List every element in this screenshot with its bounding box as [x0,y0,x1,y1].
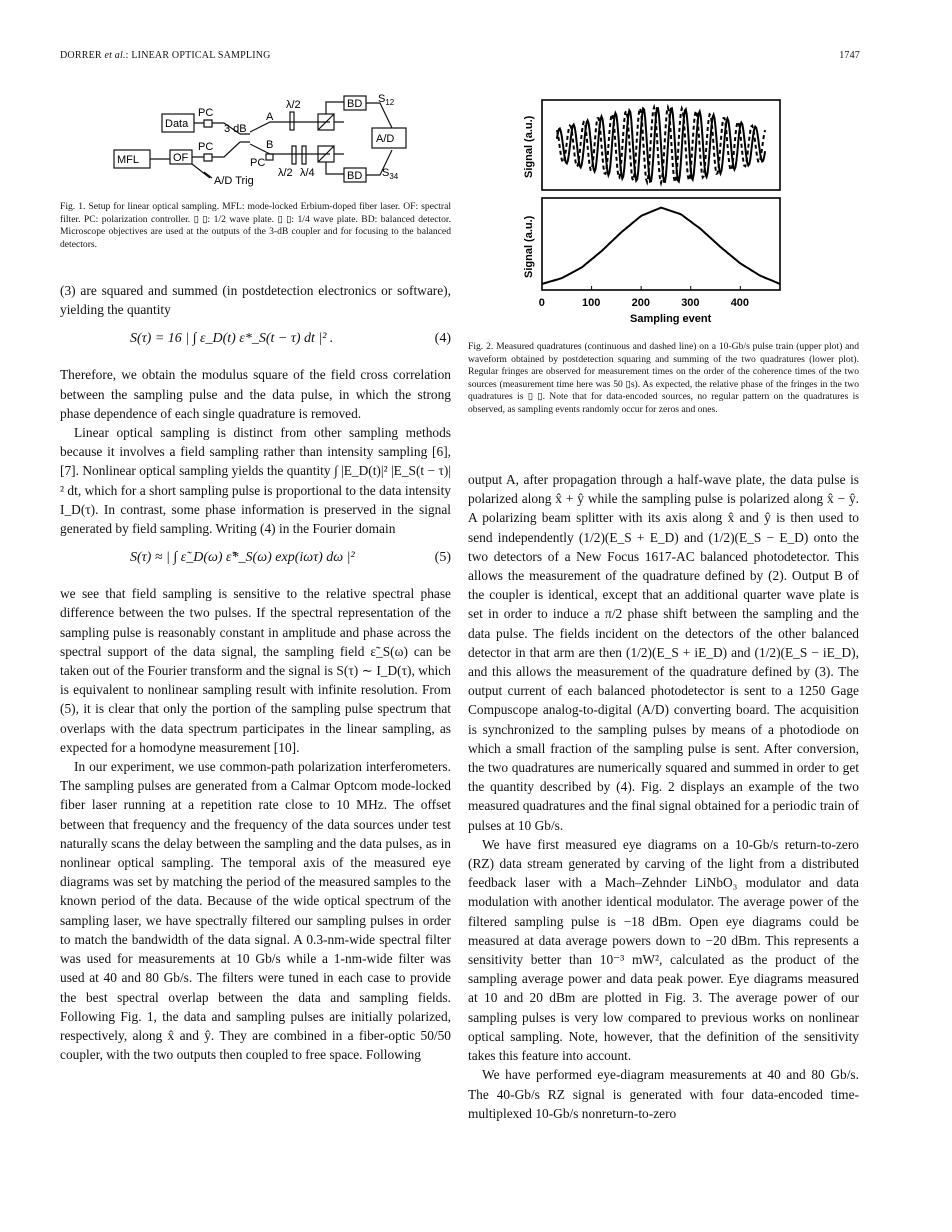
para-r1: output A, after propagation through a half-wave plate, the data pulse is polarized along x̂ + ŷ while the sampling pulse is polarized along x̂ − ŷ. A polarizing beam splitter with its axis along x̂ and ŷ is then used to send independently (1/2)(E_S + E_D) and (1/2)(E_S − E_D) onto the two detectors of a New Focus 1617-AC balanced photodetector. This allows the measurement of the quadrature defined by (2). Output B of the coupler is identical, except that an additional quarter wave plate is set in order to induce a π/2 phase shift between the sampling and the data pulse. The fields incident on the detectors of the other balanced detector in that arm are then (1/2)(E_S + iE_D) and (1/2)(E_S − iE_D), and this allows the measurement of the quadrature defined by (3). The output current of each balanced photodetector is sent to a 1250 Gage Compuscope analog-to-digital (A/D) converting board. The acquisition is synchronized to the sampling pulses by means of a photodiode on which a small fraction of the sampling pulse is sent. After conversion, the two quadratures are numerically squared and summed in order to get the quantity described by (4). Fig. 2 displays an example of the two measured quadratures and the final signal obtained for a periodic train of pulses at 10 Gb/s. [468,472,859,833]
fig1-setup-diagram [100,92,420,193]
label-bd-top: BD [347,98,363,110]
label-data: Data [165,118,189,130]
label-3db: 3 dB [224,123,247,135]
right-column-text [468,470,859,1123]
label-pc2: PC [198,141,214,153]
fig2-caption: Fig. 2. Measured quadratures (continuous and dashed line) on a 10-Gb/s pulse train (upper plot) and waveform obtained by postdetection squaring and summing of the two quadratures (lower plot). Regular fringes are observed for measurement times on the order of the coherence times of the two sources (measurement time here was 50 ▯s). As expected, the relative phase of the fringes in the two quadratures is ▯ ▯. Note that for data-encoded sources, no regular pattern on the quadratures is observed, as sampling events randomly occur for zeros and ones. [468,341,859,415]
upper-ylabel: Signal (a.u.) [523,115,535,178]
label-mfl: MFL [117,154,139,166]
x-tick-label: 400 [730,297,750,309]
squared-sum-waveform [542,208,780,284]
x-tick-label: 300 [681,297,700,309]
label-s12: $S_{12}$ [378,93,395,107]
lower-xlabel: Sampling event [630,313,712,325]
label-bd-bottom: BD [347,170,363,182]
para-r2: We have first measured eye diagrams on a 10-Gb/s return-to-zero (RZ) data stream generated by carving of the light from a distributed feedback laser with a Mach–Zehnder LiNbO₃ modulator and data modulation with another identical modulator. The average power of the filtered sampling pulse is −18 dBm. Open eye diagrams could be measured at data average powers down to −20 dBm. This represents a sensitivity better than 10⁻³ mW², calculated as the product of the sampling average power and data peak power. Eye diagrams measured at 10 and 20 dBm are plotted in Fig. 3. The average power of our sampling pulses is very low compared to previous works on nonlinear optical sampling. Note, however, that the definition of the sensitivity takes this feature into account. [468,836,859,1064]
label-b: B [266,139,274,151]
label-pc1: PC [198,107,214,119]
fig2-plots [518,98,788,335]
lower-ylabel: Signal (a.u.) [523,215,535,278]
equation-5-body: S(τ) ≈ | ∫ ε̃_D(ω) ε̃*_S(ω) exp(iωτ) dω |² [130,550,355,566]
page-number: 1747 [839,50,860,61]
label-ad-trig: A/D Trig [214,175,254,187]
equation-4-number: (4) [434,331,451,347]
x-tick-label: 200 [631,297,650,309]
para-r3: We have performed eye-diagram measurements at 40 and 80 Gb/s. The 40-Gb/s RZ signal is generated with four data-encoded time-multiplexed 10-Gb/s nonreturn-to-zero [468,1067,859,1121]
fig2-svg [518,98,788,330]
para-l2: Therefore, we obtain the modulus square of the field cross correlation between the sampling pulse and the data pulse, in which the strong phase dependence of each single quadrature is removed. [60,367,451,421]
x-tick-label: 0 [538,297,545,309]
header-authors: DORRER [60,50,102,61]
label-a: A [266,111,274,123]
para-l5: In our experiment, we use common-path polarization interferometers. The sampling pulses are generated from a Calmar Optcom mode-locked fiber laser running at a repetition rate close to 10 MHz. The offset between that frequency and the frequency of the data sources under test naturally scans the delay between the sampling and the data pulses, as in nonlinear optical sampling. The temporal axis of the measured eye diagrams was set by matching the period of the measured samples to the known period of the data. Because of the wide optical spectrum of the sampling laser, we have spectrally filtered our sampling pulses in order to match the bandwidth of the data signal. A 0.3-nm-wide spectral filter was used for measurements at 10 Gb/s while a 1-nm-wide filter was used at 40 and 80 Gb/s. The filters were tuned in each case to provide the best spectral overlap between the data and sampling fields. Following Fig. 1, the data and sampling pulses are initially polarized, respectively, along x̂ and ŷ. They are combined in a fiber-optic 50/50 coupler, with the two outputs then coupled to free space. Following [60,759,451,1063]
x-tick-label: 100 [582,297,601,309]
para-l1: (3) are squared and summed (in postdetection electronics or software), yielding the quantity [60,283,451,318]
left-column-text [60,281,451,1064]
header-etal: et al. [104,50,126,61]
label-of: OF [173,152,189,164]
para-l4: we see that field sampling is sensitive to the relative spectral phase difference between the two pulses. If the spectral representation of the sampling pulse is reasonably constant in amplitude and phase across the spectral support of the data signal, the sampling field ε̃_S(ω) can be taken out of the Fourier transform and the signal is S(τ) ∼ I_D(τ), which is equivalent to nonlinear sampling result with infinite resolution. From (5), it is clear that only the portion of the sampling pulse spectrum that overlaps with the data spectrum participates in the linear sampling, as expected for a homodyne measurement [10]. [60,586,451,755]
equation-4 [60,319,451,365]
fig1-svg [100,92,420,188]
label-pc3: PC [250,157,266,169]
label-quarter-wave: λ/4 [300,167,315,179]
label-s34: $S_{34}$ [382,167,399,181]
header-title: : LINEAR OPTICAL SAMPLING [125,50,271,61]
label-half-wave-top: λ/2 [286,99,301,111]
lower-plot-frame [542,198,780,290]
equation-5-number: (5) [434,550,451,566]
equation-5 [60,538,451,584]
running-header-left [60,50,271,61]
pc3-box [266,154,273,160]
fig1-caption: Fig. 1. Setup for linear optical sampling. MFL: mode-locked Erbium-doped fiber laser. OF: spectral filter. PC: polarization controller. ▯ ▯: 1/2 wave plate. ▯ ▯: 1/4 wave plate. BD: balanced detector. Microscope objectives are used at the outputs of the 3-dB coupler and for focusing to the balanced detectors. [60,201,451,250]
para-l3: Linear optical sampling is distinct from other sampling methods because it involves a field sampling rather than intensity sampling [6], [7]. Nonlinear optical sampling yields the quantity ∫ |E_D(t)|² |E_S(t − τ)|² dt, which for a short sampling pulse is proportional to the data intensity I_D(τ). In contrast, some phase information is preserved in the signal generated by field sampling. Writing (4) in the Fourier domain [60,425,451,537]
equation-4-body: S(τ) = 16 | ∫ ε_D(t) ε*_S(t − τ) dt |² . [130,331,334,347]
label-half-wave-bottom: λ/2 [278,167,293,179]
label-ad: A/D [376,133,395,145]
